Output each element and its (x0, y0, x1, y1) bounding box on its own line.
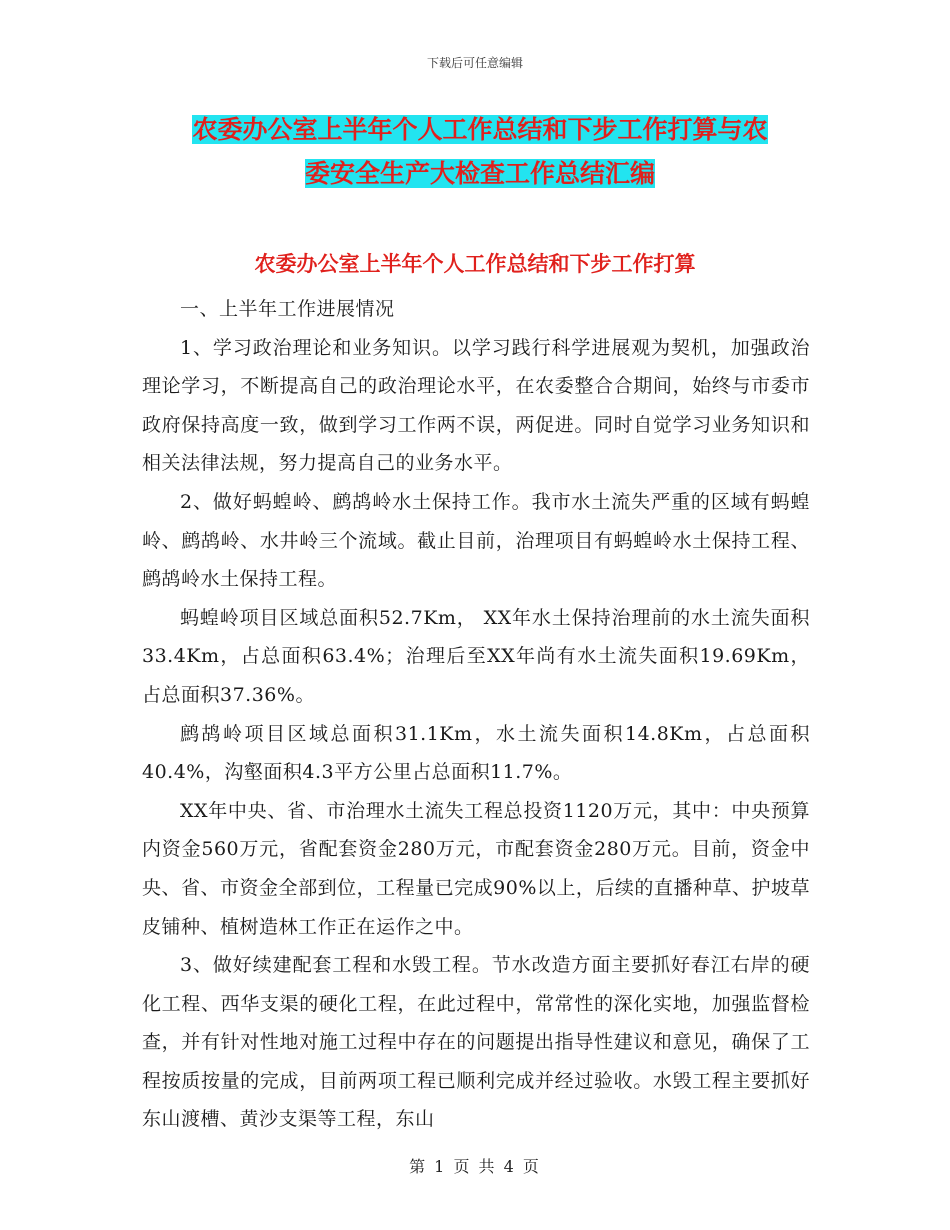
section-title: 农委办公室上半年个人工作总结和下步工作打算 (254, 252, 696, 276)
paragraph-heading: 一、上半年工作进展情况 (180, 298, 395, 320)
paragraph: 2、做好蚂蝗岭、鹧鸪岭水土保持工作。我市水土流失严重的区域有蚂蝗岭、鹧鸪岭、水井岭三个流域。截止目前，治理项目有蚂蝗岭水土保持工程、鹧鸪岭水土保持工程。 (142, 490, 810, 591)
paragraph: XX年中央、省、市治理水土流失工程总投资1120万元，其中：中央预算内资金560万元，省配套资金280万元，市配套资金280万元。目前，资金中央、省、市资金全部到位，工程量已完成90%以上，后续的直播种草、护坡草皮铺种、植树造林工作正在运作之中。 (142, 799, 810, 938)
title-line-1: 农委办公室上半年个人工作总结和下步工作打算与农 (192, 115, 768, 144)
title-line-2: 委安全生产大检查工作总结汇编 (304, 159, 655, 188)
page-footer: 第 1 页 共 4 页 (409, 1157, 541, 1176)
header-note: 下载后可任意编辑 (426, 56, 523, 70)
paragraph: 1、学习政治理论和业务知识。以学习践行科学进展观为契机，加强政治理论学习，不断提高自己的政治理论水平，在农委整合合期间，始终与市委市政府保持高度一致，做到学习工作两不误，两促进。同时自觉学习业务知识和相关法律法规，努力提高自己的业务水平。 (142, 336, 810, 475)
document-title (140, 108, 820, 196)
paragraph: 蚂蝗岭项目区域总面积52.7Km， XX年水土保持治理前的水土流失面积33.4Km，占总面积63.4%；治理后至XX年尚有水土流失面积19.69Km，占总面积37.36%。 (142, 606, 810, 706)
paragraph: 鹧鸪岭项目区域总面积31.1Km，水土流失面积14.8Km，占总面积40.4%，沟壑面积4.3平方公里占总面积11.7%。 (142, 722, 810, 784)
document-body (142, 290, 810, 1139)
paragraph: 3、做好续建配套工程和水毁工程。节水改造方面主要抓好春江右岸的硬化工程、西华支渠的硬化工程，在此过程中，常常性的深化实地，加强监督检查，并有针对性地对施工过程中存在的问题提出指导性建议和意见，确保了工程按质按量的完成，目前两项工程已顺利完成并经过验收。水毁工程主要抓好东山渡槽、黄沙支渠等工程，东山 (142, 954, 810, 1131)
